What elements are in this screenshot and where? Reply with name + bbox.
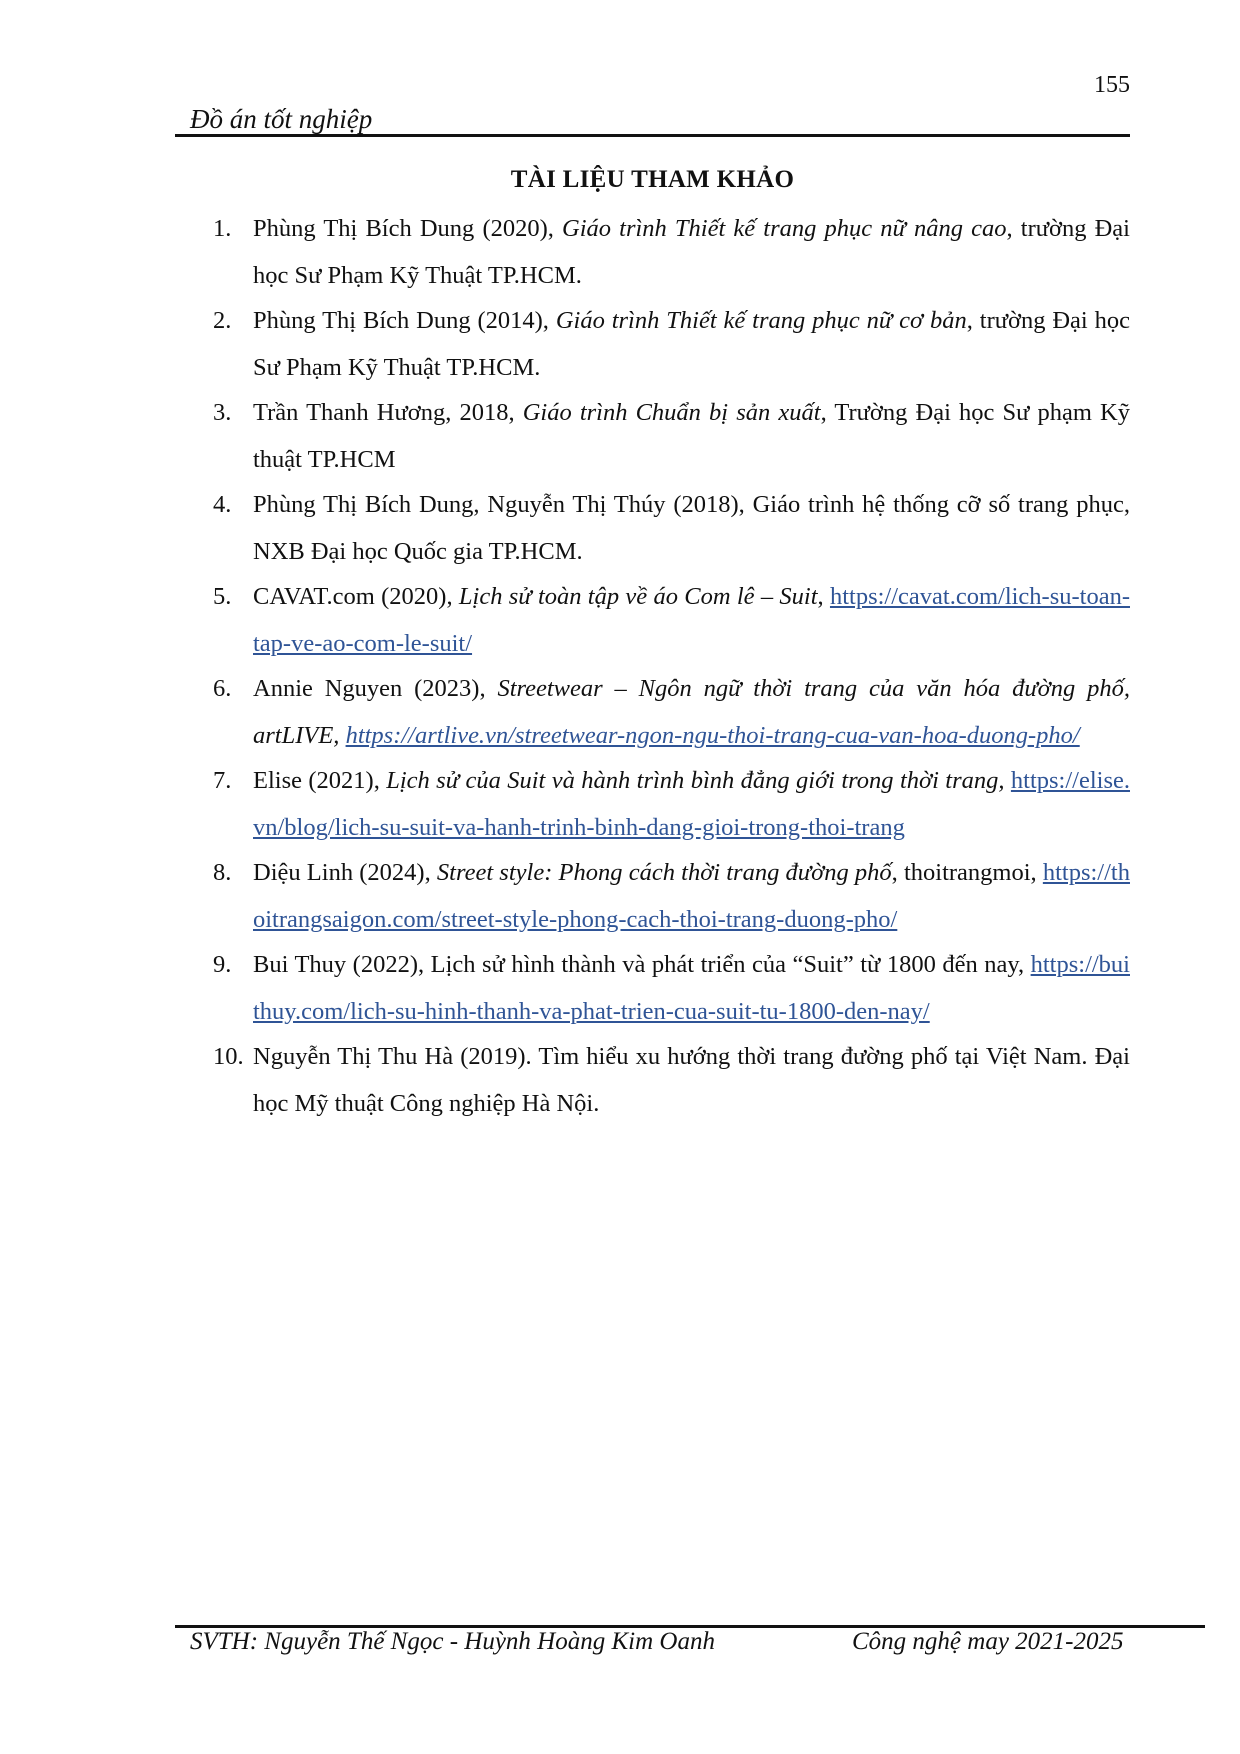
reference-number: 8. <box>213 859 232 886</box>
reference-item <box>0 758 1240 851</box>
reference-item <box>0 666 1240 759</box>
reference-item <box>0 390 1240 483</box>
reference-authors: Phùng Thị Bích Dung, Nguyễn Thị Thúy (2018), Giáo trình hệ thống cỡ số trang phục, NXB Đại học Quốc gia TP.HCM. <box>253 491 1130 565</box>
reference-authors: Nguyễn Thị Thu Hà (2019). Tìm hiểu xu hướng thời trang đường phố tại Việt Nam. Đại học Mỹ thuật Công nghiệp Hà Nội. <box>253 1043 1130 1117</box>
reference-item <box>0 206 1240 299</box>
reference-publisher: , Trường Đại học Sư phạm Kỹ thuật TP.HCM <box>253 399 1131 473</box>
reference-publisher: , trường Đại học Sư Phạm Kỹ Thuật TP.HCM. <box>253 307 1130 381</box>
header-title: Đồ án tốt nghiệp <box>190 104 373 134</box>
reference-publisher: , trường Đại học Sư Phạm Kỹ Thuật TP.HCM. <box>253 215 1130 289</box>
reference-number: 3. <box>213 399 232 426</box>
reference-authors: Phùng Thị Bích Dung (2014), <box>253 307 556 334</box>
reference-number: 2. <box>213 307 232 334</box>
reference-item <box>0 1034 1240 1127</box>
reference-number: 4. <box>213 491 232 518</box>
reference-text <box>253 942 1130 1035</box>
reference-title: Lịch sử toàn tập về áo Com lê – Suit <box>458 583 818 610</box>
reference-authors: Annie Nguyen (2023), <box>253 675 498 702</box>
reference-text <box>253 850 1130 943</box>
reference-authors: Phùng Thị Bích Dung (2020), <box>253 215 563 242</box>
reference-title: Street style: Phong cách thời trang đường phố <box>436 859 892 886</box>
reference-text <box>253 298 1130 391</box>
page-number: 155 <box>1094 72 1130 98</box>
reference-item <box>0 574 1240 667</box>
reference-text <box>253 574 1130 667</box>
reference-publisher: , thoitrangmoi, <box>891 859 1043 886</box>
reference-item <box>0 850 1240 943</box>
reference-link[interactable]: https://buithuy.com/lich-su-hinh-thanh-va-phat-trien-cua-suit-tu-1800-den-nay/ <box>253 951 1130 1025</box>
reference-link[interactable]: https://elise.vn/blog/lich-su-suit-va-hanh-trinh-binh-dang-gioi-trong-thoi-trang <box>253 767 1130 841</box>
reference-number: 1. <box>213 215 232 242</box>
reference-list <box>0 206 1240 1126</box>
reference-number: 7. <box>213 767 232 794</box>
reference-publisher: , <box>817 583 830 610</box>
reference-authors: CAVAT.com (2020), <box>253 583 459 610</box>
reference-title: Giáo trình Thiết kế trang phục nữ nâng cao <box>562 215 1007 242</box>
reference-text <box>253 758 1130 851</box>
reference-title: Lịch sử của Suit và hành trình bình đẳng giới trong thời trang, <box>386 767 1005 794</box>
reference-authors: Diệu Linh (2024), <box>253 859 437 886</box>
reference-text <box>253 390 1130 483</box>
reference-number: 5. <box>213 583 232 610</box>
reference-text <box>253 1034 1130 1127</box>
reference-item <box>0 942 1240 1035</box>
reference-authors: Elise (2021), <box>253 767 387 794</box>
reference-number: 9. <box>213 951 232 978</box>
reference-item <box>0 298 1240 391</box>
reference-item <box>0 482 1240 575</box>
reference-link[interactable]: https://thoitrangsaigon.com/street-style-phong-cach-thoi-trang-duong-pho/ <box>253 859 1130 933</box>
reference-number: 6. <box>213 675 232 702</box>
reference-text <box>253 206 1130 299</box>
footer-course: Công nghệ may 2021-2025 <box>852 1628 1124 1655</box>
reference-title: Streetwear – Ngôn ngữ thời trang của văn hóa đường phố, artLIVE, <box>253 675 1130 749</box>
footer-authors: SVTH: Nguyễn Thế Ngọc - Huỳnh Hoàng Kim Oanh <box>190 1628 715 1655</box>
reference-number: 10. <box>213 1043 244 1070</box>
header-divider <box>175 134 1130 137</box>
reference-title: Giáo trình Chuẩn bị sản xuất <box>522 399 821 426</box>
reference-link[interactable]: https://artlive.vn/streetwear-ngon-ngu-thoi-trang-cua-van-hoa-duong-pho/ <box>345 721 1080 749</box>
reference-authors: Trần Thanh Hương, 2018, <box>253 399 523 426</box>
reference-authors: Bui Thuy (2022), Lịch sử hình thành và phát triển của “Suit” từ 1800 đến nay, <box>253 951 1031 978</box>
section-title: TÀI LIỆU THAM KHẢO <box>510 166 795 193</box>
reference-text <box>253 666 1130 759</box>
reference-text <box>253 482 1130 575</box>
reference-link[interactable]: https://cavat.com/lich-su-toan-tap-ve-ao-com-le-suit/ <box>253 583 1130 657</box>
reference-title: Giáo trình Thiết kế trang phục nữ cơ bản <box>555 307 967 334</box>
